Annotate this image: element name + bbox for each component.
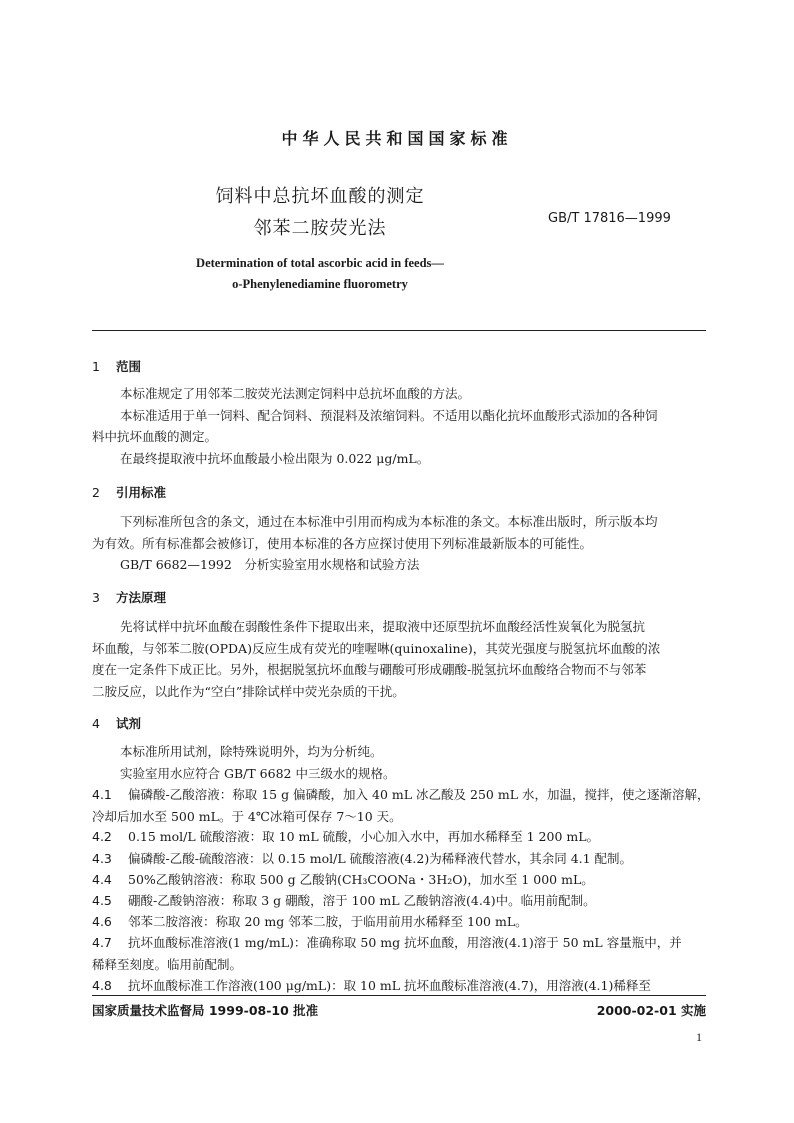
standard-number: GB/T 17816—1999 [548,211,671,226]
page-number: 1 [696,1030,702,1044]
reagent-item-4-7 [92,932,706,975]
paragraph-line: 料中抗坏血酸的测定。 [92,429,218,444]
section-number: 1 [92,359,100,374]
section-3-body [92,616,706,702]
section-title: 方法原理 [116,590,167,605]
paragraph-line: 度在一定条件下成正比。另外，根据脱氢抗坏血酸与硼酸可形成硼酸-脱氢抗坏血酸络合物而不与邻苯 [92,662,647,677]
reagent-item-4-5 [92,890,706,912]
item-number: 4.3 [92,851,112,866]
reagent-item-4-1 [92,784,710,827]
section-2-body [92,511,706,576]
section-1-heading [92,357,141,375]
item-text: 0.15 mol/L 硫酸溶液：取 10 mL 硫酸，小心加入水中，再加水稀释至 1 200 mL。 [128,829,600,844]
footer-divider [92,995,706,996]
paragraph-line: 下列标准所包含的条文，通过在本标准中引用而构成为本标准的条文。本标准出版时，所示版本均 [120,514,658,529]
paragraph-line: 实验室用水应符合 GB/T 6682 中三级水的规格。 [120,765,396,781]
approval-date: 国家质量技术监督局 1999-08-10 批准 [92,1003,319,1018]
paragraph-line: 二胺反应，以此作为“空白”排除试样中荧光杂质的干扰。 [92,683,405,699]
section-title: 试剂 [116,716,142,731]
title-line-2: 邻苯二胺荧光法 [253,218,387,239]
paragraph-line: 本标准适用于单一饲料、配合饲料、预混料及浓缩饲料。不适用以酯化抗坏血酸形式添加的各种饲 [120,407,658,423]
reagent-item-4-6 [92,911,706,933]
paragraph-line: 为有效。所有标准都会被修订，使用本标准的各方应探讨使用下列标准最新版本的可能性。 [92,535,593,551]
item-number: 4.8 [92,978,112,993]
section-2-heading [92,483,166,501]
item-text: 邻苯二胺溶液：称取 20 mg 邻苯二胺，于临用前用水稀释至 100 mL。 [128,914,528,929]
section-4-heading [92,714,141,732]
paragraph-line: 坏血酸，与邻苯二胺(OPDA)反应生成有荧光的喹喔啉(quinoxaline)，其荧光强度与脱氢抗坏血酸的浓 [92,640,661,656]
item-text: 50%乙酸钠溶液：称取 500 g 乙酸钠(CH₃COONa・3H₂O)，加水至 1 000 mL。 [128,872,594,887]
national-standard-heading: 中华人民共和国国家标准 [281,129,513,148]
section-1-body [92,383,706,469]
section-title: 范围 [116,359,142,374]
reagent-item-4-3 [92,848,706,870]
header-divider [92,330,706,331]
paragraph-line: 在最终提取液中抗坏血酸最小检出限为 0.022 μg/mL。 [120,450,430,466]
section-number: 2 [92,485,100,500]
reagent-item-4-2 [92,826,706,848]
item-number: 4.6 [92,914,112,929]
section-number: 3 [92,590,100,605]
section-title: 引用标准 [116,485,167,500]
title-line-1: 饲料中总抗坏血酸的测定 [215,186,425,207]
implementation-date: 2000-02-01 实施 [596,1003,706,1018]
item-text: 偏磷酸-乙酸溶液：称取 15 g 偏磷酸，加入 40 mL 冰乙酸及 250 mL 水，加温，搅拌，使之逐渐溶解， [128,787,710,802]
item-text: 偏磷酸-乙酸-硫酸溶液：以 0.15 mol/L 硫酸溶液(4.2)为稀释液代替水，其余同 4.1 配制。 [128,851,633,866]
item-number: 4.7 [92,935,112,950]
item-number: 4.5 [92,893,112,908]
item-text: 稀释至刻度。临用前配制。 [92,956,243,972]
item-number: 4.4 [92,872,112,887]
english-title-line-1: Determination of total ascorbic acid in feeds— [196,256,444,270]
paragraph-line: 先将试样中抗坏血酸在弱酸性条件下提取出来，提取液中还原型抗坏血酸经活性炭氧化为脱氢抗 [120,619,646,634]
reagent-item-4-4 [92,869,706,891]
item-text: 抗坏血酸标准工作溶液(100 μg/mL)：取 10 mL 抗坏血酸标准溶液(4.7)，用溶液(4.1)稀释至 [128,978,651,993]
reference-standard: GB/T 6682—1992 分析实验室用水规格和试验方法 [120,557,420,572]
item-text: 冷却后加水至 500 mL。于 4℃冰箱可保存 7～10 天。 [92,808,402,824]
section-number: 4 [92,716,100,731]
item-text: 硼酸-乙酸钠溶液：称取 3 g 硼酸，溶于 100 mL 乙酸钠溶液(4.4)中。临用前配制。 [128,893,596,908]
section-3-heading [92,588,166,606]
paragraph-line: 本标准所用试剂，除特殊说明外，均为分析纯。 [120,744,383,759]
item-text: 抗坏血酸标准溶液(1 mg/mL)：准确称取 50 mg 抗坏血酸，用溶液(4.1)溶于 50 mL 容量瓶中，并 [128,935,682,950]
section-4-intro [92,741,706,784]
english-title-line-2: o-Phenylenediamine fluorometry [232,277,408,291]
item-number: 4.2 [92,829,112,844]
item-number: 4.1 [92,787,112,802]
reagent-item-4-8 [92,975,706,997]
paragraph-line: 本标准规定了用邻苯二胺荧光法测定饲料中总抗坏血酸的方法。 [120,386,471,401]
